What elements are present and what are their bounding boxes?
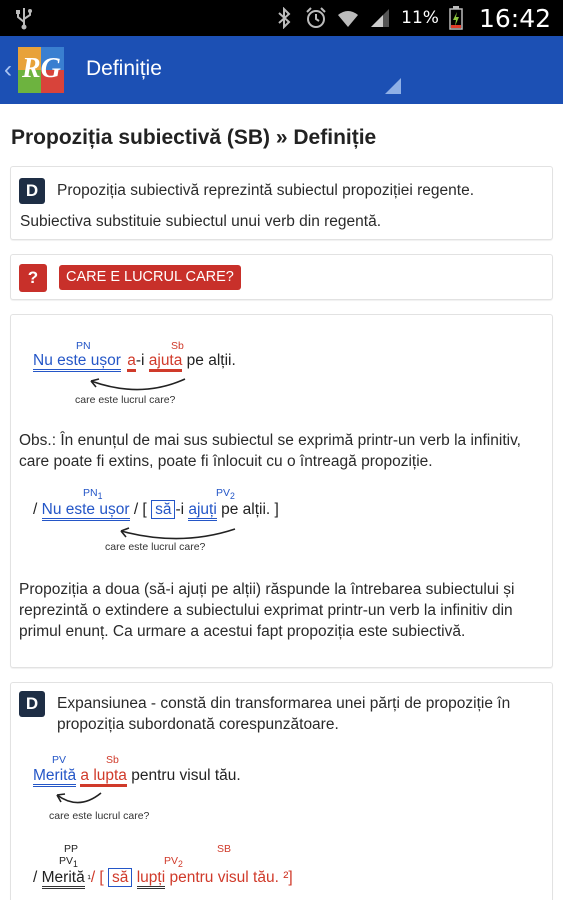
signal-icon xyxy=(369,7,391,29)
page-title: Propoziția subiectivă (SB) » Definiție xyxy=(11,126,377,149)
svg-text:RG: RG xyxy=(22,53,61,84)
expansion-badge: D xyxy=(19,691,45,717)
conclusion-text: Propoziția a doua (să-i ajuți pe alții) răspunde la întrebarea subiectului și reprezintă o extindere a subiectului exprimat printr-un verb la infinitiv din primul enunț. Ca urmare a acestui fapt propoziția este subiectivă. xyxy=(19,581,515,640)
expansion-text: Expansiunea - constă din transformarea unei părți de propoziție în propoziția subordonată corespunzătoare. xyxy=(57,695,511,733)
ex4-sup-pp: PP xyxy=(64,843,79,855)
question-badge: ? xyxy=(19,264,47,292)
alarm-icon xyxy=(305,7,327,29)
wifi-icon xyxy=(337,7,359,29)
bluetooth-icon xyxy=(273,7,295,29)
ex1-note: care este lucrul care? xyxy=(75,394,176,406)
ex3-arrow-icon xyxy=(49,791,109,809)
ex3-note: care este lucrul care? xyxy=(49,810,150,822)
app-logo[interactable] xyxy=(18,47,64,93)
ex2-sup-pn: $PN_1$ xyxy=(83,487,103,502)
example-sentence-4: / Merită ¹/ [ să lupți pentru visul tău. ²] xyxy=(33,869,293,887)
ex1-arrow-icon xyxy=(81,377,191,395)
definition-card xyxy=(10,166,553,240)
example-sentence-2: / Nu este ușor / [ să -i ajuți pe alții. ] xyxy=(33,501,279,519)
example-sentence-1: Nu este ușor a-i ajuta pe alții. xyxy=(33,352,236,370)
action-bar-title: Definiție xyxy=(86,57,162,80)
definition-line-1: Propoziția subiectivă reprezintă subiectul propoziției regente. xyxy=(57,182,475,199)
ex2-sup-pv: $PV_2$ xyxy=(216,487,235,502)
ex2-note: care este lucrul care? xyxy=(105,541,206,553)
ex3-sup-sb: Sb xyxy=(106,754,119,766)
content-scroll[interactable] xyxy=(0,104,563,900)
battery-percent: 11% xyxy=(401,8,439,28)
ex3-sup-pv: PV xyxy=(52,754,67,766)
definition-line-2: Subiectiva substituie subiectul unui verb din regentă. xyxy=(20,213,382,230)
ex4-sup-pv1: $PV_1$ xyxy=(59,855,78,870)
ex1-sup-pn: PN xyxy=(76,340,91,352)
question-label: CARE E LUCRUL CARE? xyxy=(59,265,241,290)
example-sentence-3: Merită a lupta pentru visul tău. xyxy=(33,767,241,785)
usb-icon xyxy=(14,6,34,30)
ex4-sup-pv2: $PV_2$ xyxy=(164,855,183,870)
status-bar xyxy=(0,0,563,36)
clock: 16:42 xyxy=(478,3,551,33)
ex4-sup-sb: SB xyxy=(217,843,232,855)
definition-badge: D xyxy=(19,178,45,204)
back-chevron-icon[interactable]: ‹ xyxy=(4,56,12,83)
obs-text: Obs.: În enunțul de mai sus subiectul se exprimă printr-un verb la infinitiv, care poate fi extins, poate fi înlocuit cu o întreagă propoziție. xyxy=(19,432,521,470)
battery-charging-icon xyxy=(449,6,463,30)
example-card xyxy=(10,314,553,668)
overflow-indicator-icon xyxy=(385,78,401,94)
expansion-card xyxy=(10,682,553,900)
ex1-sup-sb: Sb xyxy=(171,340,184,352)
action-bar xyxy=(0,36,563,104)
question-card xyxy=(10,254,553,300)
